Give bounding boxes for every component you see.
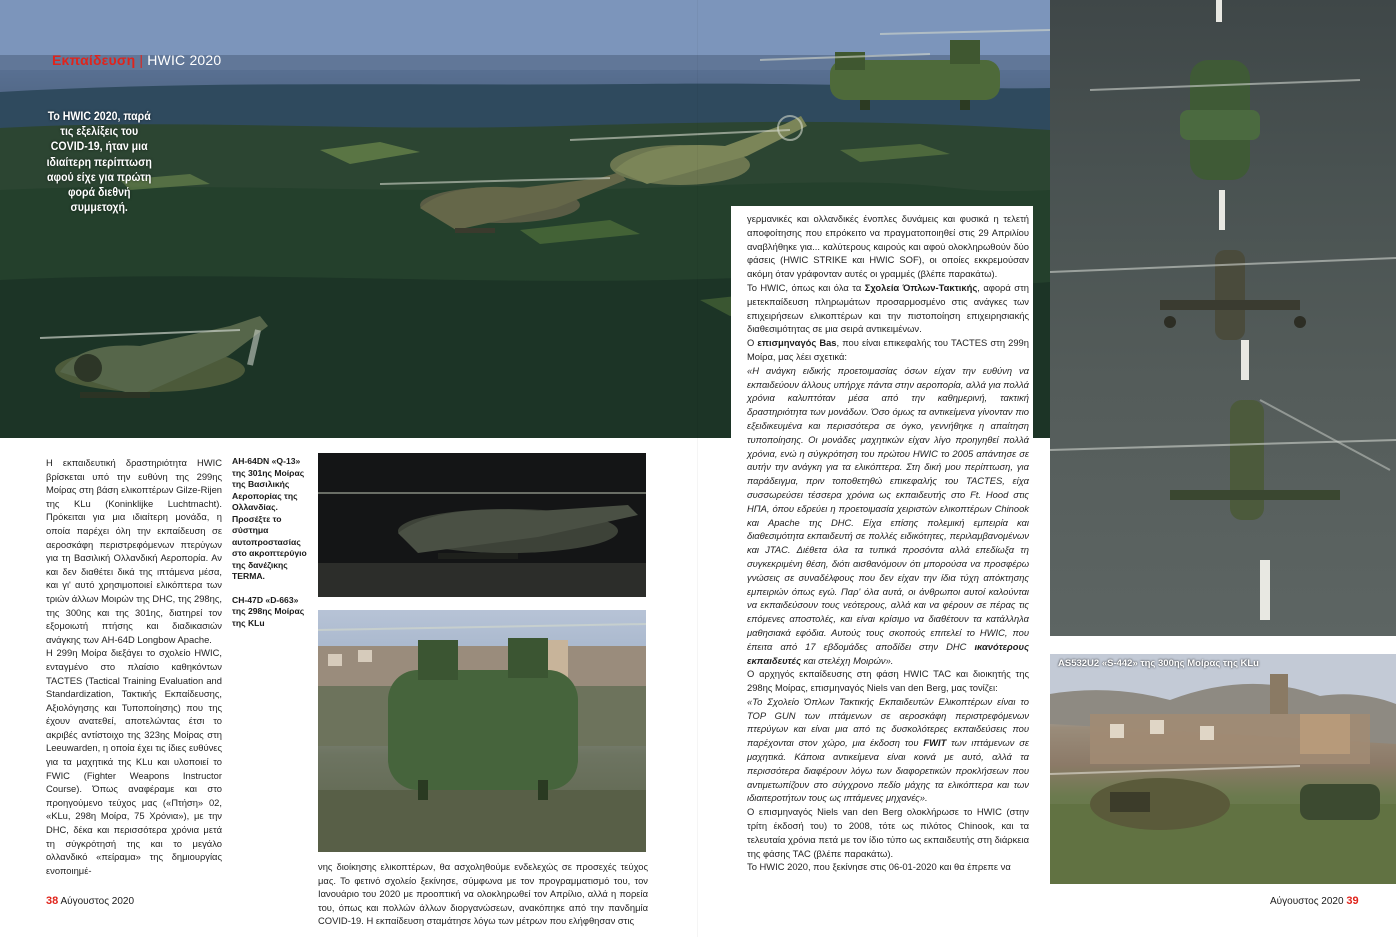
- caption-cougar: AS532U2 «S-442» της 300ης Μοίρας της KLu: [1058, 658, 1259, 669]
- text-run: Ο: [747, 337, 758, 349]
- body-paragraph: Η εκπαιδευτική δραστηριότητα HWIC βρίσκεται υπό την ευθύνη της 299ης Μοίρας στη βάση ελικοπτέρων Gilze-Rijen της KLu (Koninklijke Luchtmacht). Πρόκειται για μια ιδιαίτερη μονάδα, η οποία παρέχει όλη την εκπαίδευση σε αεροσκάφη περιστρεφόμενων πτερύγων για τη Βασιλική Ολλανδική Αεροπορία. Αν και δεν διαθέτει δικά της ιπτάμενα μέσα, και γι' αυτό χρησιμοποιεί ελικόπτερα των τριών άλλων Μοιρών της DHC, της 298ης, της 300ης και της 301ης, διατηρεί τον εξομοιωτή πτήσης και διαδικασιών ανάγκης των AH-64D Longbow Apache.: [46, 457, 222, 645]
- section-topic: HWIC 2020: [147, 52, 222, 68]
- body-paragraph: [747, 281, 1029, 336]
- photo-chinook-landing: [318, 610, 646, 852]
- text-bold: επισμηναγός Bas: [757, 337, 837, 349]
- text-run: «Η ανάγκη ειδικής προετοιμασίας όσων είχαν την ευθύνη να εκπαιδεύουν άλλους υπήρχε πάντα στην αεροπορία, αλλά για πολλά χρόνια καλυπτόταν μέσα από την καθημερινή, τακτική δραστηριότητα των μονάδων. Όσο όμως τα αντικείμενα γίνονταν πιο εξειδικευμένα και περισσότερα σε όγκο, γεννήθηκε η απαίτηση τυποποίησης. Οι μονάδες μαχητικών είχαν λίγο προηγηθεί πολλά χρόνια, ενώ η σύγκρότηση του πρώτου HWIC το 2005 απάντησε σε αυτήν την ανάγκη για τα ελικόπτερα. Στη δική μου περίπτωση, για παράδειγμα, πριν τοποθετηθώ επικεφαλής του TACTES, είχα συσσωρεύσει τέσσερα χρόνια ως εκπαιδευτής στο Ft. Hood στις ΗΠΑ, όπου εδρεύει η προετοιμασία χειριστών ελικοπτέρων Chinook και Apache της DHC. Είχα επίσης πολεμική εμπειρία και διαθεσιμότητα εκπαιδευτή σε πολλές ειδικότητες, περιλαμβανομένων και JTAC. Διέθετα όλα τα τυπικά προσόντα αλλά επεδίωξα τη συγκεκριμένη θέση, διότι αισθανόμουν ότι μπορούσα να προσφέρω γνώσεις σε συναδέλφους που δεν είχαν την ίδια τύχη απόκτησης εμπειριών όπως εγώ. Παρ' όλα αυτά, οι άνθρωποι αυτοί καλούνται να εκπαιδεύσουν τους νεότερους, αλλά και να φέρουν σε πέρας τις επόμενες αποστολές, και είναι κρίσιμο να διαθέτουν τα κατάλληλα μαθησιακά εφόδια. Αυτούς τους σκοπούς επιτελεί το HWIC, που έπειτα από 17 εβδομάδες αποδίδει στην DHC: [747, 364, 1029, 652]
- text-run: , που είναι επικεφαλής του TACTES στη 299η Μοίρα, μας λέει σχετικά:: [747, 337, 1029, 362]
- text-bold: Σχολεία Όπλων-Τακτικής: [864, 281, 978, 293]
- issue-date-left: Αύγουστος 2020: [60, 896, 135, 907]
- photo-cougar-helicopters: [1050, 654, 1396, 884]
- text-bold: FWIT: [923, 737, 947, 749]
- body-paragraph: Η 299η Μοίρα διεξάγει το σχολείο HWIC, ενταγμένο στο πλαίσιο καθηκόντων TACTES (Tactical Training Evaluation and Standardization, Τακτικής Εκπαίδευσης, Αξιολόγησης και Τυποποίησης) που της έχουν ανατεθεί, αποτελώντας έτσι το ακριβές αντίστοιχο της 323ης Μοίρας στη Leeuwarden, η οποία έχει τις ίδιες ευθύνες για τα μαχητικά της KLu και υλοποιεί το FWIC (Fighter Weapons Instructor Course). Όπως αναφέραμε και στο προηγούμενο τεύχος μας («Πτήση» 02, «KLu, 298η Μοίρα, 75 Χρόνια»), με την DHC, δέκα και περισσότερα χρόνια μετά τη σύγκρότησή της και το μεγάλο ολλανδικό «πείραμα» της δημιουργίας ενοποιημέ-: [46, 647, 222, 876]
- photo-captions: [232, 456, 312, 641]
- body-paragraph: [747, 336, 1029, 364]
- body-paragraph-quote: [747, 364, 1029, 668]
- text-run: , αφορά στη μετεκπαίδευση πληρωμάτων προσαρμοσμένο στις ανάγκες των επιχειρήσεων ελικοπτέρων και την πιστοποίηση επιχειρησιακής διαθεσιμότητας σε μια σειρά αντικειμένων.: [747, 281, 1029, 335]
- text-run: «Το Σχολείο Όπλων Τακτικής Εκπαιδευτών Ελικοπτέρων είναι το TOP GUN των ιπτάμενων σε αεροσκάφη περιστρεφόμενων πτερύγων και είναι μια από τις δυσκολότερες εκπαιδεύσεις που παρέχονται στον χώρο, μια έκδοση του: [747, 695, 1029, 749]
- text-run: Το HWIC, όπως και όλα τα: [747, 281, 865, 293]
- photo-apache-night: [318, 453, 646, 597]
- caption-apache: AH-64DN «Q-13» της 301ης Μοίρας της Βασιλικής Αεροπορίας της Ολλανδίας. Προσέξτε το σύστημα αυτοπροστασίας στο ακροπτερύγιο της δανέζικης TERMA.: [232, 456, 307, 581]
- issue-date-right: Αύγουστος 2020: [1270, 896, 1344, 907]
- folio-right: [1270, 895, 1359, 907]
- body-paragraph: Ο επισμηναγός Niels van den Berg ολοκλήρωσε το HWIC (στην τρίτη έκδοσή του) το 2008, τότε ως πιλότος Chinook, και τα τελευταία χρόνια πετά με τον ίδιο τύπο ως εκπαιδευτής στη διάρκεια της φάσης TAC (βλέπε παρακάτω).: [747, 806, 1029, 859]
- section-tag: [52, 52, 221, 68]
- runway-tiger-shape: [1050, 400, 1396, 520]
- page-number-right: 39: [1346, 895, 1359, 907]
- chinook-far-shape: [1300, 784, 1380, 820]
- chinook-landing-illustration: [318, 610, 646, 852]
- section-category: Εκπαίδευση: [52, 52, 136, 68]
- text-run: και στελέχη Μοιρών».: [800, 654, 894, 666]
- runway-chinook-shape: [1090, 60, 1360, 180]
- caption-chinook: CH-47D «D-663» της 298ης Μοίρας της KLu: [232, 594, 305, 628]
- page-gutter: [697, 0, 698, 937]
- body-column-left: [46, 456, 222, 877]
- body-paragraph: Ο αρχηγός εκπαίδευσης στη φάση HWIC TAC και διοικητής της 298ης Μοίρας, επισμηναγός Niels van den Berg, μας τονίζει:: [747, 668, 1029, 694]
- body-paragraph: γερμανικές και ολλανδικές ένοπλες δυνάμεις και φυσικά η τελετή αποφοίτησης που επρόκειτο να πραγματοποιηθεί στις 29 Απριλίου αναβλήθηκε για... καλύτερους καιρούς και αφού ολοκληρωθούν δύο φάσεις (HWIC STRIKE και HWIC SOF), οι οποίες εκκρεμούσαν ακόμη όταν γράφονταν αυτές οι γραμμές (βλέπε παρακάτω).: [747, 213, 1029, 280]
- page-number-left: 38: [46, 895, 59, 907]
- apache-night-illustration: [318, 453, 646, 597]
- runway-apache-shape: [1050, 250, 1396, 340]
- section-separator: |: [139, 52, 144, 68]
- text-run: των ιπτάμενων σε μαχητικά. Κάποια αντικείμενα είναι κοινά με αυτό, αλλά τα περισσότερα διαφέρουν λόγω των διαφορετικών προκλήσεων που αντιμετωπίζουν στο σύγχρονο πεδίο μάχης τα ελικόπτερα και των ιδιαιτεροτήτων τους ως ιπτάμενες μηχανές».: [747, 737, 1030, 804]
- runway-photo-vertical: [1050, 0, 1396, 636]
- text-bold: ικανότερους εκπαιδευτές: [747, 640, 1029, 666]
- body-column-bottom: [318, 860, 648, 928]
- body-paragraph-quote: [747, 695, 1029, 805]
- body-column-right: [731, 206, 1033, 874]
- intro-pull-quote: Το HWIC 2020, παρά τις εξελίξεις του COVID-19, ήταν μια ιδιαίτερη περίπτωση αφού είχε για πρώτη φορά διεθνή συμμετοχή.: [46, 111, 152, 215]
- cougar-scene-illustration: [1050, 654, 1396, 884]
- body-paragraph: Το HWIC 2020, που ξεκίνησε στις 06-01-2020 και θα έπρεπε να: [747, 861, 1011, 873]
- body-paragraph: νης διοίκησης ελικοπτέρων, θα ασχοληθούμε ενδελεχώς σε προσεχές τεύχος μας. Το φετινό σχολείο ξεκίνησε, σύμφωνα με τον προγραμματισμό του, τον Ιανουάριο του 2020 με προοπτική να ολοκληρωθεί τον Απρίλιο, αλλά η πορεία του, όπως και πολλών άλλων διοργανώσεων, ανακόπηκε από την πανδημία COVID-19. Η εκπαίδευση σταμάτησε λόγω των μέτρων που ελήφθησαν στις: [318, 861, 648, 927]
- runway-helicopters-illustration: [1050, 0, 1396, 636]
- folio-left: [46, 895, 134, 907]
